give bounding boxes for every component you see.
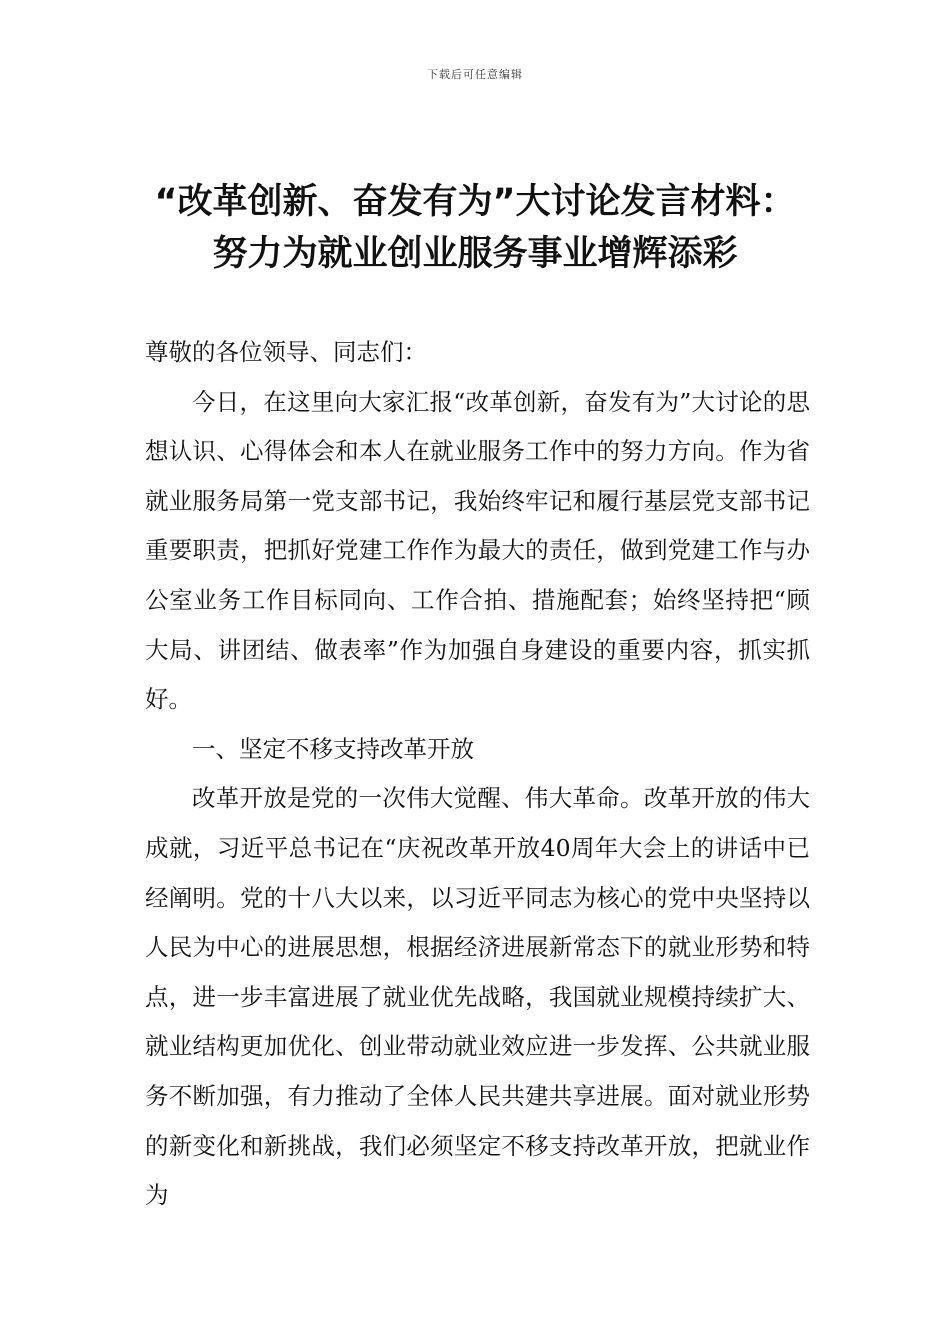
document-title: [0, 176, 950, 280]
paragraph-2: 改革开放是党的一次伟大觉醒、伟大革命。改革开放的伟大成就，习近平总书记在“庆祝改革开放40周年大会上的讲话中已经阐明。党的十八大以来，以习近平同志为核心的党中央坚持以人民为中心的进展思想，根据经济进展新常态下的就业形势和特点，进一步丰富进展了就业优先战略，我国就业规模持续扩大、就业结构更加优化、创业带动就业效应进一步发挥、公共就业服务不断加强，有力推动了全体人民共建共享进展。面对就业形势的新变化和新挑战，我们必须坚定不移支持改革开放，把就业作为: [145, 784, 810, 1210]
salutation: 尊敬的各位领导、同志们：: [145, 338, 427, 366]
header-note: 下载后可任意编辑: [427, 68, 523, 81]
section-heading-1: 一、坚定不移支持改革开放: [192, 734, 474, 763]
document-body: [145, 328, 810, 1221]
paragraph-1: 今日，在这里向大家汇报“改革创新，奋发有为”大讨论的思想认识、心得体会和本人在就业服务工作中的努力方向。作为省就业服务局第一党支部书记，我始终牢记和履行基层党支部书记重要职责，把抓好党建工作作为最大的责任，做到党建工作与办公室业务工作目标同向、工作合拍、措施配套；始终坚持把“顾大局、讲团结、做表率”作为加强自身建设的重要内容，抓实抓好。: [145, 387, 810, 714]
title-line-2: 努力为就业创业服务事业增辉添彩: [212, 234, 738, 274]
title-line-1: “改革创新、奋发有为”大讨论发言材料：: [154, 182, 796, 222]
